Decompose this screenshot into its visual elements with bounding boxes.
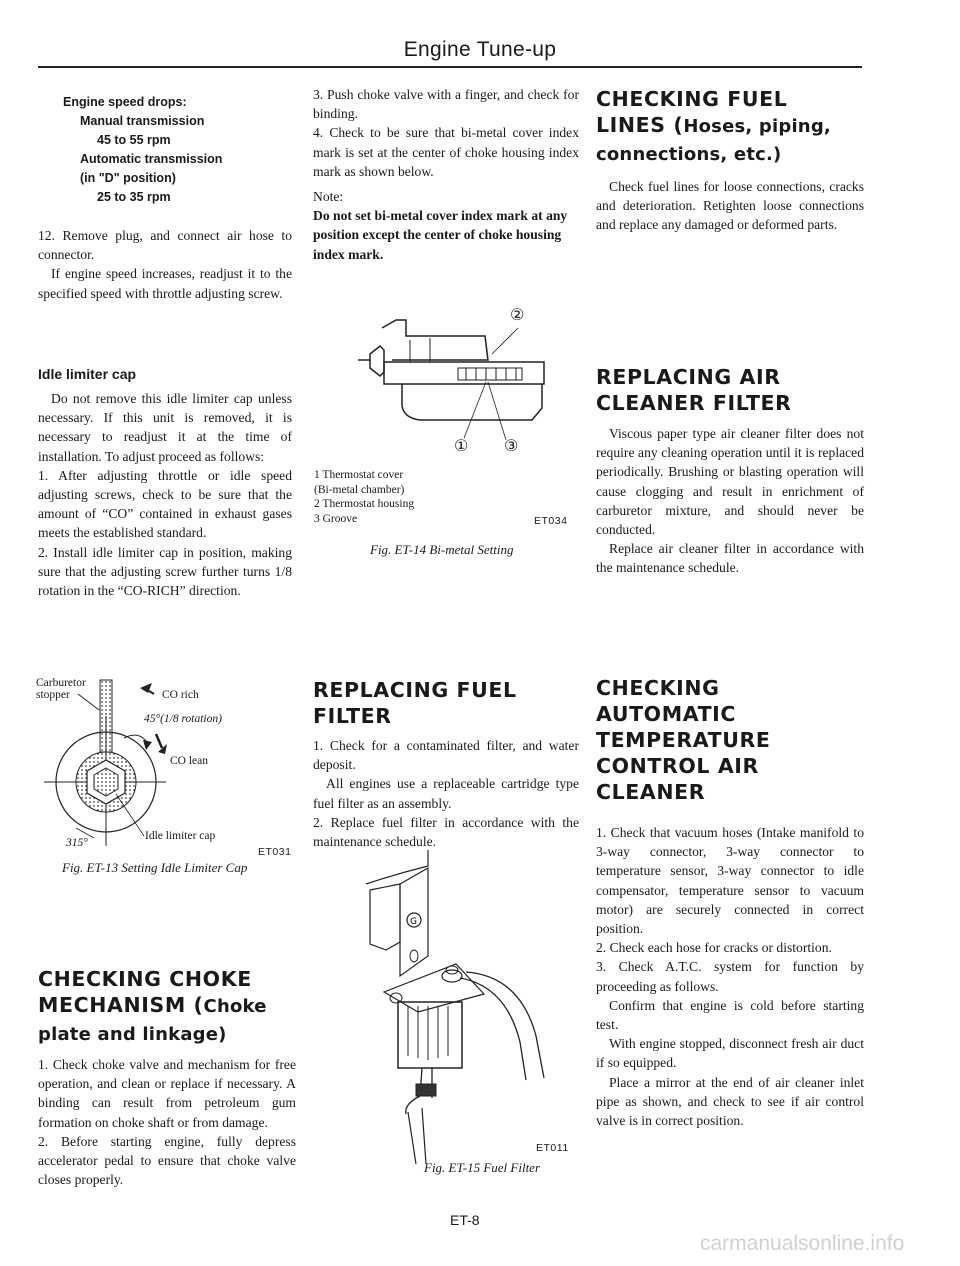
callout-1: ① bbox=[454, 438, 469, 455]
site-watermark: carmanualsonline.info bbox=[700, 1232, 905, 1255]
choke-heading-line3: plate and linkage) bbox=[38, 1024, 227, 1045]
air-filter-heading-line1: REPLACING AIR bbox=[596, 365, 781, 389]
choke-heading-line1: CHECKING CHOKE bbox=[38, 967, 252, 991]
idle-limiter-step-2: 2. Install idle limiter cap in position, making sure that the adjusting screw further turns 1/8 rotation in the “CO-RICH” direction. bbox=[38, 544, 292, 599]
choke-step-3: 3. Push choke valve with a finger, and check for binding. bbox=[313, 87, 579, 122]
atc-heading-line2: AUTOMATIC bbox=[596, 702, 737, 726]
figure-caption-et15: Fig. ET-15 Fuel Filter bbox=[424, 1160, 541, 1175]
choke-heading-line2: MECHANISM ( bbox=[38, 993, 204, 1017]
spec-line: Engine speed drops: bbox=[63, 95, 187, 109]
step-12: 12. Remove plug, and connect air hose to connector. bbox=[38, 228, 292, 263]
figure-et14 bbox=[310, 307, 580, 570]
note-label: Note: bbox=[313, 189, 344, 205]
fuel-lines-heading-line1: CHECKING FUEL bbox=[596, 87, 788, 111]
air-filter-heading-line2: CLEANER FILTER bbox=[596, 391, 792, 415]
legend-item: 2 Thermostat housing bbox=[314, 498, 415, 510]
spec-line: Automatic transmission bbox=[80, 152, 223, 166]
air-filter-text-1: Viscous paper type air cleaner filter does not require any cleaning operation until it is replaced periodically. Brushing or blasting operation will cause clogging and result in enrichment of carburetor mixture, and should never be conducted. bbox=[596, 426, 864, 538]
page-number: ET-8 bbox=[450, 1212, 480, 1228]
page-header-title: Engine Tune-up bbox=[403, 38, 557, 61]
fuel-filter-heading-line1: REPLACING FUEL bbox=[313, 678, 517, 702]
spec-line: Manual transmission bbox=[80, 114, 205, 128]
atc-text-2: With engine stopped, disconnect fresh air duct if so equipped. bbox=[596, 1036, 864, 1071]
label-carburetor: Carburetor bbox=[36, 677, 86, 689]
label-315-deg: 315° bbox=[66, 837, 88, 849]
label-co-rich: CO rich bbox=[162, 689, 199, 701]
figure-code: ET034 bbox=[534, 515, 568, 527]
fuel-step-1-detail: All engines use a replaceable cartridge type fuel filter as an assembly. bbox=[313, 776, 579, 811]
choke-section bbox=[38, 966, 296, 1189]
spec-line: (in "D" position) bbox=[80, 171, 176, 185]
idle-limiter-section bbox=[38, 365, 292, 600]
label-co-lean: CO lean bbox=[170, 755, 209, 767]
callout-2: ② bbox=[510, 307, 525, 324]
bimetal-diagram bbox=[310, 307, 580, 470]
fuel-filter-diagram bbox=[356, 846, 586, 1166]
figure-caption-et14: Fig. ET-14 Bi-metal Setting bbox=[370, 542, 514, 557]
svg-text:G: G bbox=[410, 917, 417, 927]
callout-3: ③ bbox=[504, 438, 519, 455]
figure-legend bbox=[314, 468, 414, 526]
idle-limiter-heading: Idle limiter cap bbox=[38, 366, 137, 382]
idle-limiter-diagram bbox=[36, 676, 296, 854]
atc-text-3: Place a mirror at the end of air cleaner inlet pipe as shown, and check to see if air control valve is in correct position. bbox=[596, 1074, 864, 1129]
fuel-filter-heading-line2: FILTER bbox=[313, 704, 392, 728]
choke-step-1: 1. Check choke valve and mechanism for free operation, and clean or replace if necessary. A binding can result from petroleum gum formation on choke shaft or from damage. bbox=[38, 1057, 296, 1130]
atc-step-1: 1. Check that vacuum hoses (Intake manifold to 3-way connector, 3-way connector to temperature sensor, 3-way connector to idle compensator, temperature sensor to vacuum motor) are securely connected in correct position. bbox=[596, 825, 864, 937]
note-text: Do not set bi-metal cover index mark at any position except the center of choke housing index mark. bbox=[313, 208, 568, 262]
label-idle-limiter-cap: Idle limiter cap bbox=[145, 830, 216, 842]
figure-et15 bbox=[356, 846, 586, 1166]
atc-step-2: 2. Check each hose for cracks or distortion. bbox=[596, 940, 832, 956]
air-filter-text-2: Replace air cleaner filter in accordance with the maintenance schedule. bbox=[596, 541, 864, 576]
figure-caption-et13: Fig. ET-13 Setting Idle Limiter Cap bbox=[62, 860, 248, 875]
figure-code: ET031 bbox=[258, 846, 292, 858]
spec-line: 25 to 35 rpm bbox=[97, 190, 171, 204]
air-filter-section bbox=[596, 364, 864, 578]
legend-item: (Bi-metal chamber) bbox=[314, 483, 405, 496]
atc-text-1: Confirm that engine is cold before starting test. bbox=[596, 997, 864, 1033]
figure-code: ET011 bbox=[536, 1142, 569, 1154]
fuel-lines-heading-line2b: Hoses, piping, bbox=[683, 116, 831, 137]
legend-item: 1 Thermostat cover bbox=[314, 469, 404, 481]
step-12-detail: If engine speed increases, readjust it to the specified speed with throttle adjusting screw. bbox=[38, 266, 292, 301]
fuel-filter-heading bbox=[313, 677, 579, 729]
choke-step-2: 2. Before starting engine, fully depress accelerator pedal to ensure that choke valve closes properly. bbox=[38, 1133, 296, 1188]
engine-speed-spec bbox=[63, 93, 293, 207]
fuel-lines-heading bbox=[596, 86, 864, 168]
choke-heading bbox=[38, 966, 296, 1048]
air-filter-heading bbox=[596, 364, 864, 416]
atc-heading bbox=[596, 675, 864, 805]
fuel-filter-section bbox=[313, 677, 579, 851]
fuel-lines-heading-line3: connections, etc.) bbox=[596, 144, 782, 165]
label-rotation: 45°(1/8 rotation) bbox=[144, 713, 222, 725]
atc-heading-line3: TEMPERATURE bbox=[596, 728, 771, 752]
label-stopper: stopper bbox=[36, 689, 70, 701]
fuel-step-2: 2. Replace fuel filter in accordance with the maintenance schedule. bbox=[313, 814, 579, 850]
fuel-lines-text: Check fuel lines for loose connections, cracks and deterioration. Retighten loose connections and replace any damaged or deformed parts. bbox=[596, 179, 864, 233]
atc-heading-line4: CONTROL AIR bbox=[596, 754, 759, 778]
choke-steps-continued bbox=[313, 85, 579, 264]
figure-et13 bbox=[36, 676, 296, 858]
step-12-block bbox=[38, 226, 292, 303]
fuel-step-1: 1. Check for a contaminated filter, and water deposit. bbox=[313, 738, 579, 773]
choke-heading-line2b: Choke bbox=[203, 996, 267, 1017]
atc-step-3: 3. Check A.T.C. system for function by proceeding as follows. bbox=[596, 959, 864, 994]
fuel-lines-section bbox=[596, 86, 864, 235]
atc-heading-line1: CHECKING bbox=[596, 676, 720, 700]
choke-step-4: 4. Check to be sure that bi-metal cover index mark is set at the center of choke housing index mark as shown below. bbox=[313, 125, 579, 179]
spec-line: 45 to 55 rpm bbox=[97, 133, 171, 147]
header-rule bbox=[38, 66, 862, 68]
legend-item: 3 Groove bbox=[314, 512, 358, 525]
idle-limiter-step-1: 1. After adjusting throttle or idle speed adjusting screws, check to be sure that the amount of “CO” contained in exhaust gases meets the established standard. bbox=[38, 467, 292, 541]
idle-limiter-intro: Do not remove this idle limiter cap unless necessary. If this unit is removed, it is necessary to readjust it at the time of installation. To adjust proceed as follows: bbox=[38, 391, 292, 464]
atc-heading-line5: CLEANER bbox=[596, 780, 706, 804]
fuel-lines-heading-line2: LINES ( bbox=[596, 113, 684, 137]
atc-section bbox=[596, 675, 864, 1130]
